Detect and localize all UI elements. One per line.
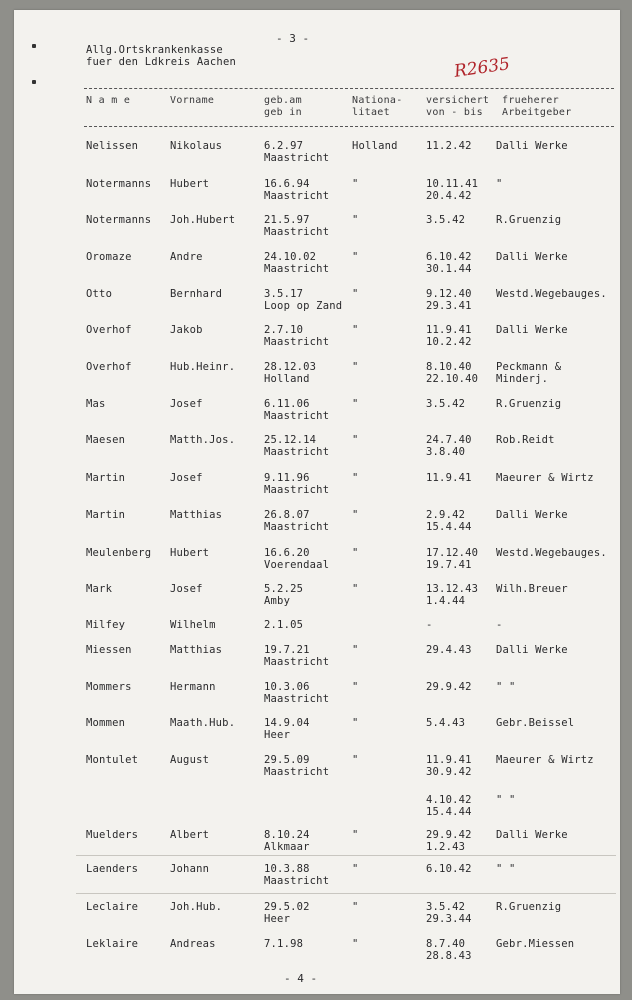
row-birth-date: 2.7.10 xyxy=(264,324,304,336)
row-birth-place: Holland xyxy=(264,373,310,385)
row-employer: Gebr.Miessen xyxy=(496,938,575,950)
table-row xyxy=(14,251,620,287)
table-row xyxy=(14,717,620,753)
row-vorname: Josef xyxy=(170,472,203,484)
row-insured-to: 20.4.42 xyxy=(426,190,472,202)
row-insured-from: 10.11.41 xyxy=(426,178,479,190)
row-vorname: Josef xyxy=(170,583,203,595)
row-insured-to: 29.3.44 xyxy=(426,913,472,925)
row-nationality: " xyxy=(352,583,359,595)
row-employer: Maeurer & Wirtz xyxy=(496,754,594,766)
row-vorname: Maath.Hub. xyxy=(170,717,236,729)
row-insured-to: 19.7.41 xyxy=(426,559,472,571)
row-birth-date: 3.5.17 xyxy=(264,288,304,300)
row-insured-to: 10.2.42 xyxy=(426,336,472,348)
row-vorname: Nikolaus xyxy=(170,140,223,152)
table-row xyxy=(14,509,620,545)
row-birth-date: 9.11.96 xyxy=(264,472,310,484)
row-insured-from: 29.9.42 xyxy=(426,681,472,693)
table-row xyxy=(14,472,620,508)
row-name: Martin xyxy=(86,509,126,521)
row-birth-place: Maastricht xyxy=(264,693,330,705)
row-birth-place: Maastricht xyxy=(264,410,330,422)
row-name: Oromaze xyxy=(86,251,132,263)
row-employer: " " xyxy=(496,681,516,693)
row-name: Mommen xyxy=(86,717,126,729)
row-birth-date: 16.6.94 xyxy=(264,178,310,190)
row-insured-from: 11.9.41 xyxy=(426,324,472,336)
row-insured-to: 1.2.43 xyxy=(426,841,466,853)
row-birth-date: 25.12.14 xyxy=(264,434,317,446)
row-birth-place: Maastricht xyxy=(264,766,330,778)
row-name: Overhof xyxy=(86,324,132,336)
row-birth-date: 6.2.97 xyxy=(264,140,304,152)
row-birth-date: 2.1.05 xyxy=(264,619,304,631)
row-insured-to: 15.4.44 xyxy=(426,806,472,818)
row-birth-place: Maastricht xyxy=(264,152,330,164)
row-insured-from: 4.10.42 xyxy=(426,794,472,806)
row-employer: Dalli Werke xyxy=(496,251,568,263)
row-insured-from: 8.10.40 xyxy=(426,361,472,373)
table-row xyxy=(14,434,620,470)
row-vorname: Matthias xyxy=(170,644,223,656)
row-insured-from: 24.7.40 xyxy=(426,434,472,446)
row-birth-date: 7.1.98 xyxy=(264,938,304,950)
row-employer: R.Gruenzig xyxy=(496,398,562,410)
row-name: Leclaire xyxy=(86,901,139,913)
row-name: Laenders xyxy=(86,863,139,875)
table-row xyxy=(14,178,620,214)
row-nationality: " xyxy=(352,901,359,913)
row-birth-place: Maastricht xyxy=(264,226,330,238)
row-birth-date: 26.8.07 xyxy=(264,509,310,521)
table-row xyxy=(14,583,620,619)
header-ver-line1: versichert xyxy=(426,95,490,106)
row-nationality: " xyxy=(352,361,359,373)
institution-line-2: fuer den Ldkreis Aachen xyxy=(86,56,236,68)
row-vorname: Andre xyxy=(170,251,203,263)
table-row xyxy=(14,214,620,250)
row-employer: Dalli Werke xyxy=(496,829,568,841)
row-employer: Wilh.Breuer xyxy=(496,583,568,595)
table-row xyxy=(14,324,620,360)
row-nationality: " xyxy=(352,547,359,559)
row-insured-from: 3.5.42 xyxy=(426,398,466,410)
header-top-rule xyxy=(84,88,614,89)
punch-hole-mark xyxy=(32,44,36,48)
row-birth-place: Maastricht xyxy=(264,656,330,668)
row-birth-date: 19.7.21 xyxy=(264,644,310,656)
header-arb-line1: frueherer xyxy=(502,95,559,106)
row-name: Overhof xyxy=(86,361,132,373)
row-insured-from: 6.10.42 xyxy=(426,251,472,263)
row-name: Mark xyxy=(86,583,113,595)
handwritten-reference: R2635 xyxy=(452,54,512,82)
row-employer: - xyxy=(496,619,503,631)
row-birth-date: 10.3.88 xyxy=(264,863,310,875)
row-birth-date: 6.11.06 xyxy=(264,398,310,410)
row-insured-from: 11.9.41 xyxy=(426,754,472,766)
row-employer: " " xyxy=(496,794,516,806)
row-name: Montulet xyxy=(86,754,139,766)
row-insured-from: 3.5.42 xyxy=(426,901,466,913)
row-birth-date: 21.5.97 xyxy=(264,214,310,226)
row-nationality: " xyxy=(352,178,359,190)
table-row xyxy=(14,644,620,680)
row-name: Miessen xyxy=(86,644,132,656)
row-name: Martin xyxy=(86,472,126,484)
row-name: Notermanns xyxy=(86,214,152,226)
row-insured-to: 3.8.40 xyxy=(426,446,466,458)
row-birth-date: 8.10.24 xyxy=(264,829,310,841)
row-birth-place: Alkmaar xyxy=(264,841,310,853)
row-vorname: Wilhelm xyxy=(170,619,216,631)
table-row xyxy=(14,547,620,583)
row-nationality: Holland xyxy=(352,140,398,152)
row-nationality: " xyxy=(352,251,359,263)
row-vorname: Matth.Jos. xyxy=(170,434,236,446)
document-page xyxy=(14,10,620,994)
row-name: Muelders xyxy=(86,829,139,841)
row-insured-to: 22.10.40 xyxy=(426,373,479,385)
row-name: Meulenberg xyxy=(86,547,152,559)
row-birth-place: Maastricht xyxy=(264,484,330,496)
row-employer: Peckmann & xyxy=(496,361,562,373)
row-vorname: Matthias xyxy=(170,509,223,521)
row-name: Mommers xyxy=(86,681,132,693)
row-vorname: Hubert xyxy=(170,547,210,559)
row-vorname: Hermann xyxy=(170,681,216,693)
row-birth-date: 28.12.03 xyxy=(264,361,317,373)
punch-hole-mark xyxy=(32,80,36,84)
row-insured-to: 29.3.41 xyxy=(426,300,472,312)
header-arb-line2: Arbeitgeber xyxy=(502,107,572,118)
row-nationality: " xyxy=(352,717,359,729)
row-employer: " xyxy=(496,178,503,190)
row-insured-to: 28.8.43 xyxy=(426,950,472,962)
row-insured-from: 3.5.42 xyxy=(426,214,466,226)
row-employer: R.Gruenzig xyxy=(496,901,562,913)
row-insured-from: 8.7.40 xyxy=(426,938,466,950)
row-employer: Dalli Werke xyxy=(496,324,568,336)
table-row xyxy=(14,681,620,717)
row-vorname: Johann xyxy=(170,863,210,875)
row-employer: R.Gruenzig xyxy=(496,214,562,226)
row-employer: Dalli Werke xyxy=(496,644,568,656)
header-geb-line1: geb.am xyxy=(264,95,302,106)
row-separator xyxy=(76,893,616,894)
row-birth-date: 10.3.06 xyxy=(264,681,310,693)
row-insured-from: 5.4.43 xyxy=(426,717,466,729)
row-birth-date: 16.6.20 xyxy=(264,547,310,559)
table-row xyxy=(14,829,620,865)
row-employer: Gebr.Beissel xyxy=(496,717,575,729)
row-birth-date: 24.10.02 xyxy=(264,251,317,263)
row-name: Milfey xyxy=(86,619,126,631)
row-birth-place: Heer xyxy=(264,729,291,741)
row-vorname: Bernhard xyxy=(170,288,223,300)
row-birth-date: 29.5.02 xyxy=(264,901,310,913)
header-nat-line1: Nationa- xyxy=(352,95,403,106)
row-vorname: Albert xyxy=(170,829,210,841)
row-name: Mas xyxy=(86,398,106,410)
row-employer: Westd.Wegebauges. xyxy=(496,288,607,300)
row-vorname: Joh.Hub. xyxy=(170,901,223,913)
page-number-top: - 3 - xyxy=(276,32,310,45)
row-vorname: Hubert xyxy=(170,178,210,190)
row-nationality: " xyxy=(352,681,359,693)
row-nationality: " xyxy=(352,829,359,841)
row-birth-place: Maastricht xyxy=(264,521,330,533)
row-nationality: " xyxy=(352,754,359,766)
row-insured-from: 11.2.42 xyxy=(426,140,472,152)
table-row xyxy=(14,398,620,434)
header-name: N a m e xyxy=(86,95,131,106)
row-nationality: " xyxy=(352,509,359,521)
row-birth-place: Maastricht xyxy=(264,190,330,202)
row-insured-from: 17.12.40 xyxy=(426,547,479,559)
row-vorname: Hub.Heinr. xyxy=(170,361,236,373)
header-nat-line2: litaet xyxy=(352,107,390,118)
table-row xyxy=(14,901,620,937)
row-birth-place: Maastricht xyxy=(264,336,330,348)
row-nationality: " xyxy=(352,938,359,950)
row-birth-place: Loop op Zand xyxy=(264,300,343,312)
row-name: Leklaire xyxy=(86,938,139,950)
row-birth-date: 5.2.25 xyxy=(264,583,304,595)
row-insured-to: 30.1.44 xyxy=(426,263,472,275)
row-employer: Dalli Werke xyxy=(496,140,568,152)
header-ver-line2: von - bis xyxy=(426,107,483,118)
row-birth-place: Maastricht xyxy=(264,446,330,458)
row-vorname: August xyxy=(170,754,210,766)
row-birth-date: 14.9.04 xyxy=(264,717,310,729)
row-vorname: Jakob xyxy=(170,324,203,336)
row-vorname: Andreas xyxy=(170,938,216,950)
row-insured-from: - xyxy=(426,619,433,631)
row-employer: Westd.Wegebauges. xyxy=(496,547,607,559)
row-name: Notermanns xyxy=(86,178,152,190)
row-nationality: " xyxy=(352,324,359,336)
row-nationality: " xyxy=(352,214,359,226)
row-insured-to: 15.4.44 xyxy=(426,521,472,533)
row-vorname: Joh.Hubert xyxy=(170,214,236,226)
row-birth-place: Maastricht xyxy=(264,263,330,275)
row-insured-from: 11.9.41 xyxy=(426,472,472,484)
row-insured-to: 1.4.44 xyxy=(426,595,466,607)
row-insured-from: 29.4.43 xyxy=(426,644,472,656)
table-row xyxy=(14,140,620,176)
row-insured-from: 6.10.42 xyxy=(426,863,472,875)
row-separator xyxy=(76,855,616,856)
row-birth-place: Voerendaal xyxy=(264,559,330,571)
row-birth-place: Maastricht xyxy=(264,875,330,887)
institution-line-1: Allg.Ortskrankenkasse xyxy=(86,44,223,56)
table-row xyxy=(14,794,620,830)
row-insured-from: 13.12.43 xyxy=(426,583,479,595)
table-row xyxy=(14,361,620,397)
row-nationality: " xyxy=(352,644,359,656)
row-name: Otto xyxy=(86,288,113,300)
row-birth-date: 29.5.09 xyxy=(264,754,310,766)
row-employer-line2: Minderj. xyxy=(496,373,549,385)
row-nationality: " xyxy=(352,434,359,446)
row-insured-from: 9.12.40 xyxy=(426,288,472,300)
row-vorname: Josef xyxy=(170,398,203,410)
row-employer: Maeurer & Wirtz xyxy=(496,472,594,484)
table-row xyxy=(14,938,620,974)
row-insured-to: 30.9.42 xyxy=(426,766,472,778)
row-birth-place: Heer xyxy=(264,913,291,925)
header-bottom-rule xyxy=(84,126,614,127)
row-insured-from: 29.9.42 xyxy=(426,829,472,841)
row-insured-from: 2.9.42 xyxy=(426,509,466,521)
row-name: Nelissen xyxy=(86,140,139,152)
header-vorname: Vorname xyxy=(170,95,215,106)
header-geb-line2: geb in xyxy=(264,107,302,118)
row-nationality: " xyxy=(352,472,359,484)
row-employer: Rob.Reidt xyxy=(496,434,555,446)
page-number-bottom: - 4 - xyxy=(284,972,318,985)
row-nationality: " xyxy=(352,398,359,410)
table-row xyxy=(14,288,620,324)
row-name: Maesen xyxy=(86,434,126,446)
row-birth-place: Amby xyxy=(264,595,291,607)
table-row xyxy=(14,754,620,790)
row-employer: " " xyxy=(496,863,516,875)
row-employer: Dalli Werke xyxy=(496,509,568,521)
row-nationality: " xyxy=(352,863,359,875)
row-nationality: " xyxy=(352,288,359,300)
